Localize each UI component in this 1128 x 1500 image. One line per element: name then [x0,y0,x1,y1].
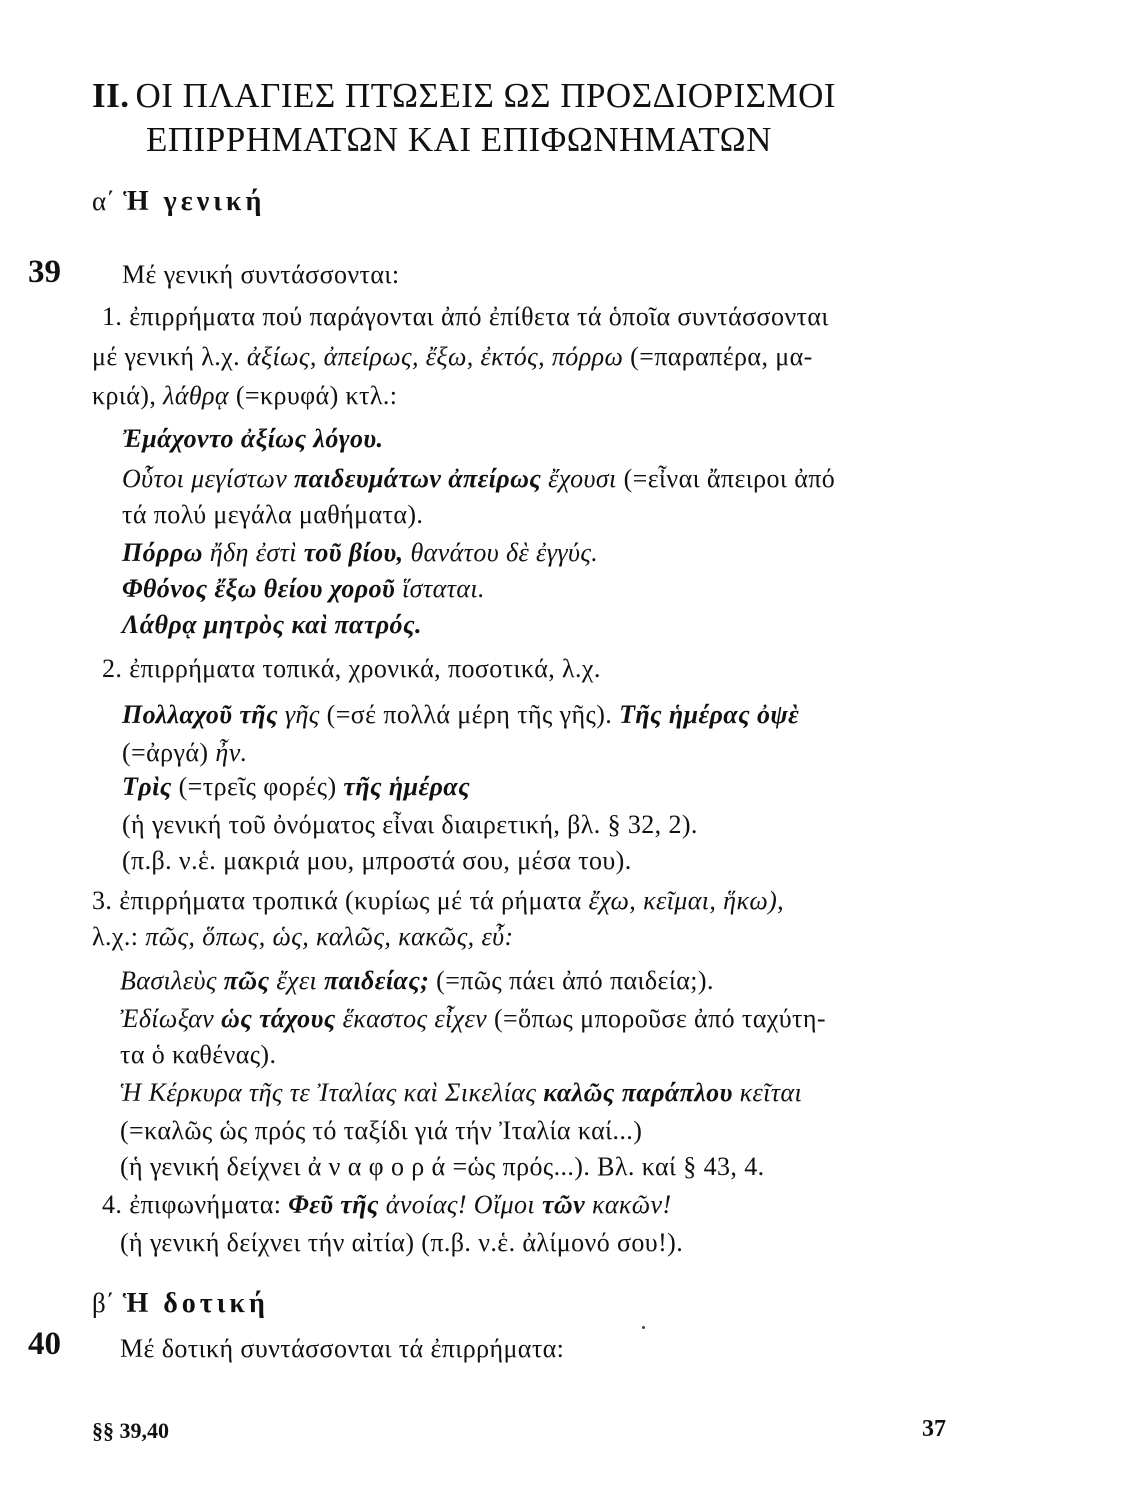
page-number: 37 [922,1416,946,1442]
chapter-title-line-1: ΟΙ ΠΛΑΓΙΕΣ ΠΤΩΣΕΙΣ ΩΣ ΠΡΟΣΔΙΟΡΙΣΜΟΙ [135,76,837,115]
text-span: (=σέ πολλά μέρη τῆς γῆς). [319,700,620,729]
text-line [92,922,514,952]
bold-italic-span: τῆς ἡμέρας [343,772,471,801]
example-line: τά πολύ μεγάλα μαθήματα). [122,500,424,529]
bold-italic-span: παιδευμάτων ἀπείρως [294,464,542,493]
bold-italic-span: Πολλαχοῦ τῆς [122,700,278,729]
italic-span: Ἐδίωξαν [120,1004,222,1033]
text-span: 3. ἐπιρρήματα τροπικά (κυρίως μέ τά ρήματα [92,886,589,915]
bold-italic-span: ὡς τάχους [221,1004,336,1033]
chapter-title-line-2: ΕΠΙΡΡΗΜΑΤΩΝ ΚΑΙ ΕΠΙΦΩΝΗΜΑΤΩΝ [146,120,772,159]
intro-line: Μέ δοτική συντάσσονται τά ἐπιρρήματα: [120,1334,565,1363]
example-line [120,1004,826,1034]
text-span: (=παραπέρα, μα- [623,342,813,371]
italic-span: ἔχουσι [541,464,617,493]
example-line: Ἐμάχοντο ἀξίως λόγου. [122,424,384,453]
text-line: 2. ἐπιρρήματα τοπικά, χρονικά, ποσοτικά, λ.χ. [102,654,601,683]
italic-span: κεῖται [732,1078,803,1107]
text-span: (=κρυφά) κτλ.: [228,381,398,410]
example-line: τα ὁ καθένας). [120,1040,277,1069]
section-title: Ἡ δοτική [122,1288,269,1319]
text-span: κριά), [92,381,164,410]
italic-span: ἀνοίας! Οἴμοι [378,1190,542,1219]
example-line [122,574,485,604]
italic-span: ἕκαστος εἶχεν [335,1004,488,1033]
bold-italic-span: Τρὶς [122,772,172,801]
bold-italic-span: παιδείας; [324,966,430,995]
footer-section-reference: §§ 39,40 [92,1418,169,1443]
italic-span: θανάτου δὲ ἐγγύς. [403,538,599,567]
italic-span: πῶς, ὅπως, ὡς, καλῶς, κακῶς, εὖ: [145,922,514,951]
section-heading-genitive [92,186,265,218]
paragraph-number-40: 40 [28,1326,61,1362]
chapter-title [92,74,836,162]
section-letter: β΄ [92,1288,115,1318]
bold-italic-span: Πόρρω [122,538,203,567]
bold-italic-span: τοῦ βίου, [303,538,404,567]
text-span: λ.χ.: [92,922,146,951]
example-line [122,772,470,802]
italic-span: κακῶν! [585,1190,672,1219]
bold-italic-span: πῶς [223,966,270,995]
example-line: (ἡ γενική δείχνει ἀ ν α φ ο ρ ά =ὡς πρός...). Βλ. καί § 43, 4. [120,1152,765,1181]
section-heading-dative [92,1288,269,1320]
bold-italic-span: τῶν [541,1190,586,1219]
italic-span: λάθρᾳ [163,381,229,410]
italic-span: γῆς [277,700,320,729]
italic-span: ἔχω, κεῖμαι, ἥκω), [588,886,785,915]
text-span: (=ἀργά) [122,738,216,767]
chapter-number: II. [92,76,130,115]
bold-italic-span: Φθόνος ἔξω θείου χοροῦ [122,574,396,603]
italic-span: Ἡ Κέρκυρα τῆς τε Ἰταλίας καὶ Σικελίας [120,1078,544,1107]
section-title: Ἡ γενική [123,186,266,217]
example-line [122,464,835,494]
text-span: (=εἶναι ἄπειροι ἀπό [616,464,836,493]
example-line: (=καλῶς ὡς πρός τό ταξίδι γιά τήν Ἰταλία καί...) [120,1116,643,1145]
example-line [122,738,248,768]
text-line [92,342,813,372]
italic-span: ἤδη ἐστὶ [202,538,304,567]
example-line: (ἡ γενική τοῦ ὀνόματος εἶναι διαιρετική, βλ. § 32, 2). [122,810,698,839]
italic-span: ἔχει [269,966,325,995]
example-line [122,538,598,568]
italic-span: ἦν. [215,738,248,767]
italic-span: Οὗτοι μεγίστων [122,464,295,493]
example-line: Λάθρᾳ μητρὸς καὶ πατρός. [122,610,422,639]
bold-italic-span: Φεῦ τῆς [288,1190,379,1219]
bold-italic-span: καλῶς παράπλου [543,1078,733,1107]
bold-italic-span: Τῆς ἡμέρας ὀψὲ [619,700,800,729]
text-span: (=ὅπως μποροῦσε ἀπό ταχύτη- [487,1004,826,1033]
section-letter: α΄ [92,186,116,216]
example-line [122,700,799,730]
text-span: (=πῶς πάει ἀπό παιδεία;). [429,966,714,995]
italic-span: ἵσταται. [395,574,485,603]
example-line [120,966,714,996]
italic-span: Βασιλεὺς [120,966,224,995]
italic-span: ἀξίως, ἀπείρως, ἔξω, ἐκτός, πόρρω [246,342,624,371]
intro-line: Μέ γενική συντάσσονται: [122,260,400,289]
text-line [102,1190,672,1220]
example-line: (ἡ γενική δείχνει τήν αἰτία) (π.β. ν.ἑ. ἀλίμονό σου!). [120,1228,684,1257]
text-line [92,381,397,411]
text-span: μέ γενική λ.χ. [92,342,247,371]
text-line [92,886,784,916]
text-span: (=τρεῖς φορές) [171,772,344,801]
example-line [120,1078,802,1108]
text-line: 1. ἐπιρρήματα πού παράγονται ἀπό ἐπίθετα τά ὁποῖα συντάσσονται [102,302,829,331]
text-span: 4. ἐπιφωνήματα: [102,1190,289,1219]
paragraph-number-39: 39 [28,254,61,290]
stray-dot [642,1326,645,1329]
example-line: (π.β. ν.ἑ. μακριά μου, μπροστά σου, μέσα του). [122,846,632,875]
